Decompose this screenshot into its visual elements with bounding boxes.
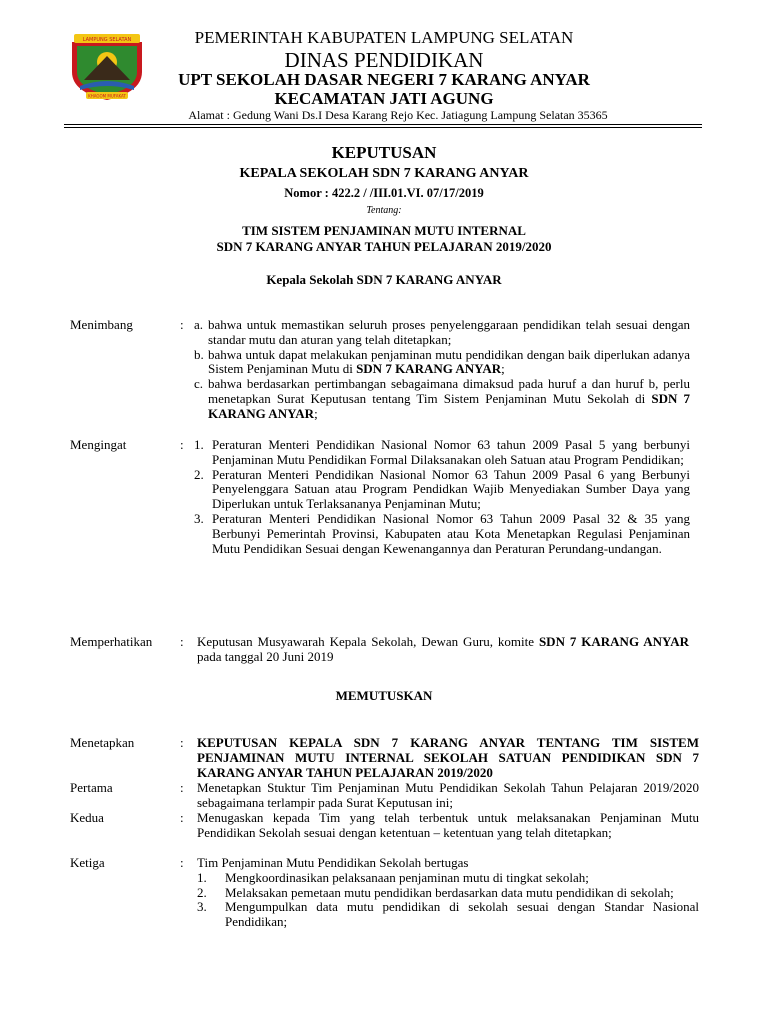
letterhead-department: DINAS PENDIDIKAN xyxy=(284,48,484,72)
colon: : xyxy=(180,735,184,750)
list-item: b. bahwa untuk dapat melakukan penjaminan mutu pendidikan dengan baik diperlukan adanya Sistem Penjaminan Mutu di SDN 7 KARANG ANYAR; xyxy=(194,346,690,377)
list-item: 2. Melaksakan pemetaan mutu pendidikan berdasarkan data mutu pendidikan di sekolah; xyxy=(197,884,674,900)
subject-line-2: SDN 7 KARANG ANYAR TAHUN PELAJARAN 2019/2020 xyxy=(216,239,552,254)
colon: : xyxy=(180,780,184,795)
letterhead-divider-thin xyxy=(64,127,702,128)
regency-emblem-logo xyxy=(66,28,148,102)
list-item: 1. Peraturan Menteri Pendidikan Nasional Nomor 63 tahun 2009 Pasal 5 yang berbunyi Penjaminan Mutu Pendidikan Formal Dilaksanakan oleh Satuan atau Program Pendidikan; xyxy=(194,437,690,467)
memutuskan-heading: MEMUTUSKAN xyxy=(335,688,433,703)
section-label: Kedua xyxy=(70,810,104,825)
letterhead-government: PEMERINTAH KABUPATEN LAMPUNG SELATAN xyxy=(194,28,574,47)
tentang-label: Tentang: xyxy=(366,205,402,216)
document-title: KEPUTUSAN xyxy=(331,143,437,162)
section-label: Mengingat xyxy=(70,437,127,452)
ketiga-intro: Tim Penjaminan Mutu Pendidikan Sekolah bertugas xyxy=(197,855,469,870)
letterhead-divider-thick xyxy=(64,124,702,125)
letterhead-school: UPT SEKOLAH DASAR NEGERI 7 KARANG ANYAR xyxy=(178,70,590,89)
colon: : xyxy=(180,634,184,649)
section-label: Menetapkan xyxy=(70,735,135,750)
colon: : xyxy=(180,855,184,870)
subject-line-1: TIM SISTEM PENJAMINAN MUTU INTERNAL xyxy=(242,223,526,238)
logo-top-text: LAMPUNG SELATAN xyxy=(82,37,132,43)
colon: : xyxy=(180,317,184,332)
document-issuer-heading: KEPALA SEKOLAH SDN 7 KARANG ANYAR xyxy=(239,166,529,181)
section-label: Ketiga xyxy=(70,855,105,870)
list-item: a. bahwa untuk memastikan seluruh proses penyelenggaraan pendidikan telah sesuai dengan standar mutu dan aturan yang telah ditetapkan; xyxy=(194,317,690,347)
kedua-text: Menugaskan kepada Tim yang telah terbentuk untuk melaksanakan Penjaminan Mutu Pendidikan Sekolah sesuai dengan ketentuan – ketentuan yang telah ditetapkan; xyxy=(197,810,699,840)
section-label: Pertama xyxy=(70,780,113,795)
pertama-text: Menetapkan Stuktur Tim Penjaminan Mutu Pendidikan Sekolah Tahun Pelajaran 2019/2020 sebagaimana terlampir pada Surat Keputusan ini; xyxy=(197,780,699,810)
list-item: c. bahwa berdasarkan pertimbangan sebagaimana dimaksud pada huruf a dan huruf b, perlu menetapkan Surat Keputusan tentang Tim Sistem Penjaminan Mutu Sekolah di SDN 7 KARANG ANYAR; xyxy=(194,376,690,421)
list-item: 1. Mengkoordinasikan pelaksanaan penjaminan mutu di tingkat sekolah; xyxy=(197,869,589,885)
letterhead-district: KECAMATAN JATI AGUNG xyxy=(274,89,494,108)
colon: : xyxy=(180,437,184,452)
menetapkan-text: KEPUTUSAN KEPALA SDN 7 KARANG ANYAR TENTANG TIM SISTEM PENJAMINAN MUTU INTERNAL SEKOLAH SATUAN PENDIDIKAN SDN 7 KARANG ANYAR TAHUN PELAJARAN 2019/2020 xyxy=(197,735,699,780)
colon: : xyxy=(180,810,184,825)
memperhatikan-text: Keputusan Musyawarah Kepala Sekolah, Dewan Guru, komite SDN 7 KARANG ANYAR pada tanggal 20 Juni 2019 xyxy=(197,634,689,664)
letterhead-address: Alamat : Gedung Wani Ds.I Desa Karang Rejo Kec. Jatiagung Lampung Selatan 35365 xyxy=(188,108,608,122)
list-item: 3. Mengumpulkan data mutu pendidikan di sekolah sesuai dengan Standar Nasional Pendidikan; xyxy=(197,899,699,930)
document-number: Nomor : 422.2 / /III.01.VI. 07/17/2019 xyxy=(284,186,484,200)
section-label: Menimbang xyxy=(70,317,133,332)
list-item: 2. Peraturan Menteri Pendidikan Nasional Nomor 63 Tahun 2009 Pasal 6 yang Berbunyi Penyelenggara Satuan atau Program Pendidkan Wajib Menyediakan Sumber Daya yang Diperlukan untuk Terlaksananya Penjaminan Mutu; xyxy=(194,466,690,512)
section-label: Memperhatikan xyxy=(70,634,153,649)
logo-bottom-text: KHAGOM MUFAKAT xyxy=(88,93,126,99)
issuer-line: Kepala Sekolah SDN 7 KARANG ANYAR xyxy=(266,272,502,287)
list-item: 3. Peraturan Menteri Pendidikan Nasional Nomor 63 Tahun 2009 Pasal 32 & 35 yang Berbunyi Pemerintah Provinsi, Kabupaten atau Kota Menetapkan Regulasi Penjaminan Mutu Pendidikan Sesuai dengan Kewenangannya dan Peraturan Perundang-undangan. xyxy=(194,510,690,556)
